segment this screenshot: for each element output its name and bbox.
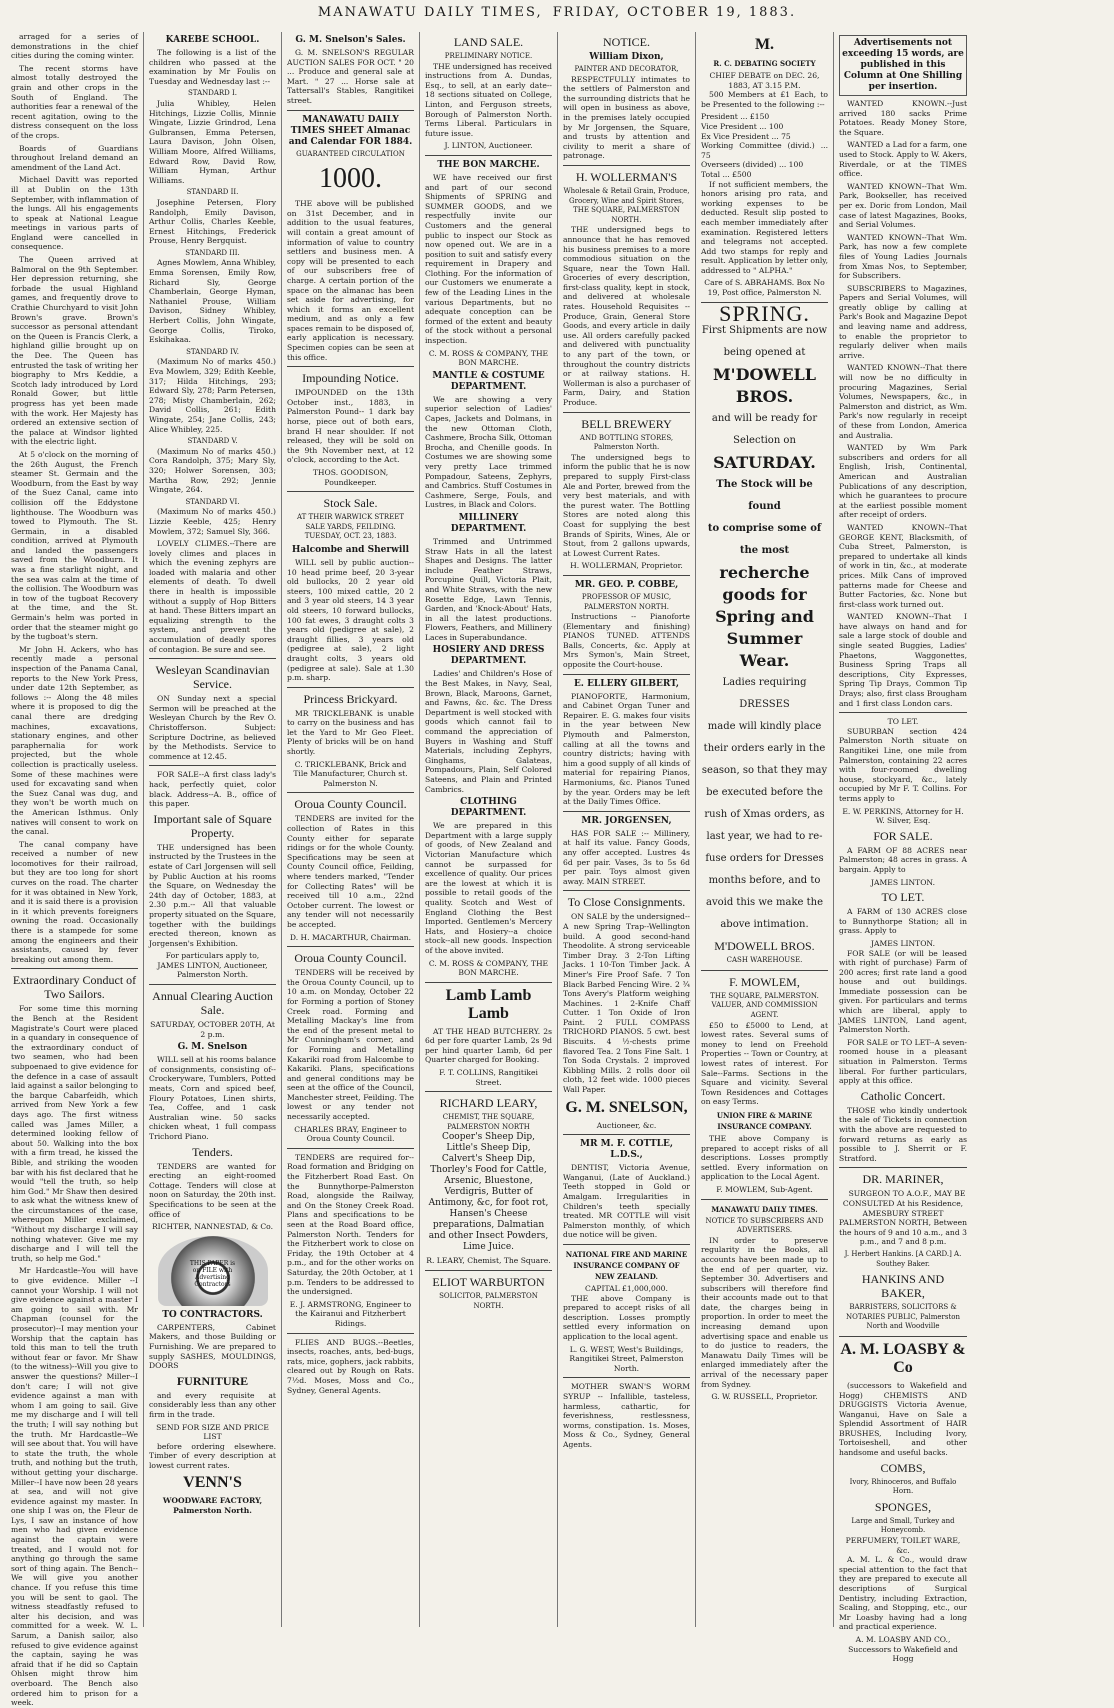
annual-sale-heading: Annual Clearing Auction Sale. (152, 989, 273, 1018)
prize-item: Vice President ... 100 (701, 121, 784, 131)
lamb-heading: Lamb Lamb Lamb (445, 986, 532, 1022)
divider (287, 110, 414, 111)
annual-sale-date: SATURDAY, OCTOBER 20TH, At 2 p.m. (150, 1020, 275, 1039)
wanted-ad: WANTED KNOWN--That Wm. Park, has now a few complete files of Young Ladies Journals from Xmas Nos, to September, for Subscribers. (839, 232, 967, 281)
national-text: THE above Company is prepared to accept risks of all description. Losses promptly settled every information on application to the local agent. (563, 1293, 690, 1341)
ladies-line: their orders early in the (703, 743, 826, 755)
oroua-heading: Oroua County Council. (294, 797, 407, 812)
divider (149, 984, 276, 985)
standard-names: (Maximum No of marks 450.) Cora Randolph, 375; Mary Sly, 320; Holwer Sorensen, 303; Martha Row, 292; Jennie Wingate, 264. (149, 446, 276, 495)
wanted-ad: WANTED KNOWN--That I have always on hand and for sale a large stock of double and single seated Buggies, Ladies' Phaetons, Waggonettes, Business Spring Traps all descriptions, City Expresses, Spring Tip Drays, Common Tip Drays; also, first class Brougham and 1 first class London cars. (839, 612, 967, 708)
mdowell-sub: CASH WAREHOUSE. (726, 956, 803, 965)
flies-ad: FLIES AND BUGS.--Beetles, insects, roaches, ants, bed-bugs, rats, mice, gophers, jack rabbits, cleared out by Rough on Rats. 7½d. Moses, Moss and Co., Sydney, General Agents. (287, 1337, 414, 1395)
divider (563, 1377, 690, 1378)
ladies-line: last year, we had to re- (706, 831, 823, 843)
for-sale-ad: FOR SALE--A first class lady's hack, perfectly quiet, color black. Address--A. B., office of this paper. (149, 770, 276, 809)
impounding-heading: Impounding Notice. (302, 371, 399, 386)
eliot-sub: SOLICITOR, PALMERSTON NORTH. (439, 1292, 538, 1310)
snelson-heading: G. M. Snelson's Sales. (295, 35, 406, 45)
standard-heading: STANDARD III. (185, 248, 240, 257)
article-paragraph: Mr John H. Ackers, who has recently made a personal inspection of the Panama Canal, reports to the New York Press, under date 12th September, as follows :-- Along the 48 miles where it is proposed to dig the canal there are dredging machines, excavations, stationary engines, and other paraphernalia for work projected, but the whole collection is practically useless. Some of these machines were used for excavating sand when the Suez Canal was dug, and they won't be worth much on the American Isthmus. Only natives will consent to work on the canal. (11, 644, 138, 837)
gilbert-heading: E. ELLERY GILBERT, (573, 678, 680, 689)
bon-marche-text: WE have received our first and part of our second Shipments of SPRING and SUMMER GOODS, and we respectfully invite our Customers and the general public to inspect our Stock as now opened out. We are in a position to suit and satisfy every requirement in Drapery and Clothing. For the information of our Customers we enumerate a few of the Leading Lines in the various Departments, but no adequate conception can be formed of the extent and beauty of the stock without a personal inspection. (425, 172, 552, 346)
swan-ad: MOTHER SWAN'S WORM SYRUP -- Infallible, tasteless, harmless, cathartic, for feverishness, restlessness, worms, constipation. 1s. Moses, Moss & Co., Sydney, General Agents. (563, 1382, 690, 1449)
loasby-heading: A. M. LOASBY & Co (840, 1340, 966, 1376)
bon-marche-sign: C. M. ROSS & COMPANY, THE BON MARCHE. (428, 348, 549, 368)
almanac-heading: MANAWATU DAILY TIMES SHEET Almanac and Calendar FOR 1884. (288, 114, 413, 147)
article-paragraph: The canal company have received a number of new locomotives for their railroad, but they are too long for short curves on the road. The charter for it was obtained in New York, and it is said there is a provision in it which prevents foreigners owning the road. Occasionally there is a stampede for some among the engineers and their assistants, caused by fever breaking out among them. (11, 839, 138, 964)
stock-sale-heading: Stock Sale. (323, 496, 378, 511)
column-4 (420, 32, 558, 1627)
chief-text: 500 Members at £1 Each, to be Presented to the following :-- (701, 90, 828, 109)
send-for-text: before ordering elsewhere. Timber of every description at lowest current rates. (149, 1441, 276, 1470)
divider (287, 687, 414, 688)
spring-line: SATURDAY. (713, 453, 816, 473)
standard-heading: STANDARD IV. (186, 347, 239, 356)
divider (563, 674, 690, 675)
land-sale-heading: LAND SALE. (453, 35, 524, 49)
leary-sign: R. LEARY, Chemist, The Square. (426, 1256, 551, 1266)
prize-item: Working Committee (divid.) ... 75 (701, 141, 828, 160)
important-sale-heading: Important sale of Square Property. (153, 811, 272, 840)
divider (839, 712, 967, 713)
standard-heading: STANDARD I. (187, 89, 238, 98)
dixon-sub: PAINTER AND DECORATOR, (574, 65, 679, 73)
divider (563, 890, 690, 891)
clothing-heading: CLOTHING DEPARTMENT. (450, 797, 527, 819)
divider (425, 982, 552, 983)
bell-brewery-sub: AND BOTTLING STORES, Palmerston North. (579, 433, 674, 452)
guaranteed-label: GUARANTEED CIRCULATION (296, 149, 405, 158)
snelson-text: G. M. SNELSON'S REGULAR AUCTION SALES FOR OCT. " 20 ... Produce and general sale at Mart. " 27 ... Horse sale at Tattersall's Stables, Rangitikei street. (287, 48, 414, 105)
standard-heading: STANDARD VI. (185, 497, 240, 506)
concert-text: THOSE who kindly undertook the sale of Tickets in connection with the above are requested to forward returns as early as possible to J. Sherrit or F. Stratford. (839, 1105, 967, 1163)
spring-heading: SPRING. (719, 300, 810, 326)
ladies-line: season, so that they may (701, 765, 828, 777)
land-sale-text: THE undersigned has received instructions from A. Dundas, Esq., to sell, at an early date-- 18 sections situated on College, Linton, and Ferguson streets, Borough of Palmerston North. Terms Liberal. Particulars in future issue. (425, 61, 552, 138)
debating-heading: R. C. DEBATING SOCIETY (713, 59, 816, 68)
paper-name: MANAWATU DAILY TIMES, (317, 5, 543, 20)
cobbe-heading: MR. GEO. P. COBBE, (574, 579, 679, 590)
combs-heading: COMBS, (880, 1460, 926, 1475)
divider (11, 968, 138, 969)
divider (149, 765, 276, 766)
spring-line: Spring and Summer (715, 607, 814, 649)
leary-heading: RICHARD LEARY, (439, 1096, 538, 1111)
divider (563, 412, 690, 413)
for-sale-house-ad: FOR SALE or TO LET--A seven-roomed house in a pleasant situation in Palmerston. Terms liberal. For further particulars, apply at this office. (839, 1037, 967, 1086)
article-heading: Extraordinary Conduct of Two Sailors. (12, 973, 137, 1002)
impounding-text: IMPOUNDED on the 13th October inst., 1883, in Palmerston Pound-- 1 dark bay horse, piece out of both ears, brand H near shoulder. If not released, they will be sold on the 9th November next, at 12 o'clock, according to the Act. (287, 388, 414, 465)
leary-items: Cooper's Sheep Dip, Little's Sheep Dip, Calvert's Sheep Dip, Thorley's Food for Cattle, Arsenic, Bluestone, Verdigris, Butter of Antimony, &c, for foot rot, Hansen's Cheese preparations, Dalmatian and other Insect Powders, Lime Juice. (428, 1132, 549, 1253)
prize-list (701, 112, 828, 179)
spring-line: M'DOWELL BROS. (712, 365, 817, 407)
masthead (0, 0, 1114, 30)
annual-sale-firm: G. M. Snelson (177, 1042, 248, 1053)
prize-item: Overseers (divided) ... 100 (701, 160, 804, 170)
mariner-heading: DR. MARINER, (862, 1172, 944, 1187)
divider (425, 1270, 552, 1271)
furniture-heading: FURNITURE (176, 1373, 249, 1388)
divider (287, 1148, 414, 1149)
wanted-ad: WANTED a Lad for a farm, one used to Stock. Apply to W. Akers, Riverdale, or at the TIMES office. (839, 140, 967, 179)
divider (839, 1336, 967, 1337)
ads-column-heading: Advertisements not exceeding 15 words, are published in this Column at One Shilling per insertion. (839, 35, 967, 96)
ladies-line: be executed before the (706, 787, 823, 799)
mdowell-heading: M'DOWELL BROS. (714, 939, 815, 954)
tenders-road-sign: E. J. ARMSTRONG, Engineer to the Kairanui and Fitzherbert Ridings. (289, 1299, 412, 1328)
contractors-text: CARPENTERS, Cabinet Makers, and those Building or Furnishing. We are prepared to supply SASHES, MOULDINGS, DOORS (149, 1322, 276, 1371)
halcombe-text: WILL sell by public auction-- 10 head prime beef, 20 3-year old bullocks, 20 2 year old steers, 100 mixed cattle, 20 2 and 3 year old steers, 14 3 year old steers, 10 forward bullocks, 100 fat ewes, 3 draught colts 3 years old (pedigree at sale), 2 draught fillies, 3 years old (pedigree at sale), 2 light draught colts, 3 years old (pedigree at sale). Sale at 1.30 p.m. sharp. (287, 557, 414, 683)
wanted-ad: WANTED by Wm Park subscribers and orders for all English, Irish, Continental, American and Australian Publications of any description, which he guarantees to procure at the earliest possible moment after receipt of orders. (839, 443, 967, 520)
wollerman-heading: H. WOLLERMAN'S (575, 169, 678, 184)
advertising-emblem-illustration (158, 1236, 268, 1306)
hankins-heading: HANKINS AND BAKER, (861, 1272, 945, 1301)
tenders-text: TENDERS are wanted for erecting an eight-roomed Cottage. Tenders will close at noon on Saturday, the 20th inst. Specifications to be seen at the office of (149, 1161, 276, 1219)
loasby-text-2: A. M. L. & Co., would draw special attention to the fact that they are prepared to execute all descriptions of Surgical Dentistry, including Extraction, Scaling, and Stopping, etc., our Mr Loasby having had a long and practical experience. (839, 1555, 967, 1632)
tenders-road-text: TENDERS are required for-- Road formation and Bridging on the Fitzherbert Road East. On the Bunnythorpe-Palmerston Road, alongside the Railway, and On the Stoney Creek Road. Plans and specifications to be seen at the Road Board office, Palmerston North. Tenders for the Fitzherbert work to close on Friday, the 19th October at 4 p.m., and for the other works on Saturday, the 20th October, at 1 p.m. Tenders to be addressed to the undersigned. (287, 1152, 414, 1297)
ladies-line: rush of Xmas orders, as (704, 809, 825, 821)
divider (839, 1167, 967, 1168)
prize-item: President ... £150 (701, 112, 770, 122)
debating-text: If not sufficient members, the honors arising pro rata, and working expenses to be deducted. Result slip posted to each member immediately after examination. Registered letters and telegrams not accepted. Add two stamps for reply and result. Application by letter only, addressed to " ALPHA." (701, 179, 828, 275)
dixon-text: RESPECTFULLY intimates to the settlers of Palmerston and the surrounding districts that he will open in business as above, in the premises lately occupied by Mr Jorgensen, the Square, and trusts by attention and civility to merit a share of patronage. (563, 74, 690, 161)
lamb-sign: F. T. COLLINS, Rangitikei Street. (439, 1068, 538, 1087)
mowlem-title: VALUER, AND COMMISSION AGENT. (711, 1001, 818, 1020)
almanac-text: THE above will be published on 31st December, and in addition to the usual features, will contain a great amount of information of value to country settlers and business men. A copy will be presented to each of our subscribers free of charge. A certain portion of the space on the almanac has been set aside for advertising, for which it forms an excellent medium, and as only a few spaces remain to be disposed of, early application is necessary. Specimen copies can be seen at this office. (287, 199, 414, 362)
cobbe-sub: PROFESSOR OF MUSIC, PALMERSTON NORTH. (581, 592, 672, 611)
mdt-notice-heading: MANAWATU DAILY TIMES. (711, 1204, 818, 1214)
wanted-ad: WANTED KNOWN.--Just arrived 180 sacks Prime Potatoes. Ready Money Store, the Square. (839, 99, 967, 137)
divider (287, 491, 414, 492)
hosiery-text: Ladies' and Children's Hose of the Best Makes, in Navy, Seal, Brown, Black, Maroons, Garnet, and Fawns, &c. &c. The Dress Department is well stocked with goods which cannot fail to command the appreciation of Buyers in Washing and Stuff Materials, including Zephyrs, Ginghams, Galateas, Pompadours, Plain, Self Colored Sateens, and Plain and Printed Cambrics. (425, 669, 552, 794)
cobbe-text: Instructions -- Pianoforte (Elementary and finishing) PIANOS TUNED. ATTENDS Balls, Concerts, &c. Apply at Mrs Symon's, Main Street, opposite the Court-house. (563, 612, 690, 670)
cottle-heading: MR M. F. COTTLE, L.D.S., (580, 1139, 673, 1161)
combs-text: Ivory, Rhinoceros, and Buffalo Horn. (849, 1477, 957, 1496)
standard-heading: STANDARD V. (187, 437, 238, 446)
to-let-heading: TO LET. (881, 890, 925, 905)
article-paragraph: For some time this morning the Bench at the Resident Magistrate's Court were placed in a quandary in consequence of the extraordinary conduct of two seamen, who had been subpoenaed to give evidence for the defence in a case of assault laid against a sailor belonging to the barque Cabarfeidh, which arrived from New York a few days ago. The first witness called was James Miller, a determined looking fellow of about 50. Walking into the box with a firm tread, he kissed the Bible, and striking the wooden bar with his fist declared that he would "tell the truth, so help him God." Mr Shaw then desired to ask what the witness knew of the circumstances of the case, whereupon Miller exclaimed, "Without my discharge I will say nothing whatever. Give me my discharge and I will tell the truth, so help me God." (11, 1004, 138, 1263)
venns-sub: WOODWARE FACTORY, Palmerston North. (162, 1496, 263, 1516)
ladies-line: above intimation. (720, 919, 809, 931)
mowlem-sub: THE SQUARE, PALMERSTON. (710, 991, 819, 1000)
clothing-text: We are prepared in this Department with a large supply of goods, of New Zealand and Victorian Manufacture which cannot be surpassed for excellence of quality. Our prices are the lowest at which it is possible to retail goods of the quality. Scotch and West of England Clothing the Best Imported. Gentlemen's Mercery Hats, and Hosiery--a choice stock--all new goods. Inspection of the above invited. (425, 821, 552, 955)
jorgensen-heading: MR. JORGENSEN, (581, 815, 672, 826)
divider (563, 165, 690, 166)
oroua-sign: D. H. MACARTHUR, Chairman. (289, 932, 412, 942)
mowlem-heading: F. MOWLEM, (729, 974, 800, 989)
circulation-figure: 1000. (319, 163, 382, 195)
divider (563, 575, 690, 576)
lovely-climes-ad: LOVELY CLIMES.--There are lovely climes and places in which the evening zephyrs are loaded with malaria and other elements of death. To dwell there in health is impossible without a supply of Hop Bitters at hand. These Bitters impart an equalizing strength to the system, and prevent the accumulation of deadly spores of contagion. Be sure and see. (149, 539, 276, 654)
spring-line: recherche goods for (719, 563, 810, 605)
divider (287, 946, 414, 947)
mdt-notice-sub: NOTICE TO SUBSCRIBERS AND ADVERTISERS. (705, 1216, 824, 1235)
hosiery-heading: HOSIERY AND DRESS DEPARTMENT. (432, 645, 545, 667)
stock-sale-text: AT THEIR WARWICK STREET SALE YARDS, FEILDING. TUESDAY, OCT. 23, 1883. (296, 513, 405, 541)
column-2 (144, 32, 282, 1627)
land-sale-sign: J. LINTON, Auctioneer. (444, 141, 533, 151)
divider (563, 811, 690, 812)
issue-date: FRIDAY, OCTOBER 19, 1883. (552, 5, 797, 20)
wanted-ad: WANTED KNOWN--That there will now be no difficulty in procuring Magazines, Serial Volumes, Newspapers, &c., in Palmerston and district, as Wm. Park's now regularly in receipt of these from London, America and Australia. (839, 363, 967, 440)
ladies-line: months before, and to (708, 875, 821, 887)
oroua-heading: Oroua County Council. (294, 951, 407, 966)
bon-marche-heading: THE BON MARCHE. (437, 159, 540, 170)
close-consignments-sign: G. M. SNELSON, (565, 1098, 688, 1116)
loasby-text: (successors to Wakefield and Hogg) CHEMISTS AND DRUGGISTS Victoria Avenue, Wanganui, Have on Sale a Splendid Assortment of HAIR BRUSHES, Including Ivory, Tortoiseshell, and other handsome and useful backs. (839, 1380, 967, 1458)
oroua-text: TENDERS will be received by the Oroua County Council, up to 10 a.m. on Monday, October 22 for Forming a portion of Stoney Creek road. Forming and Metalling Mackay's line from the end of the present metal to Mr Cunningham's corner, and for Forming and Metalling Kakariki road from Halcombe to Kakariki. Plans, specifications and general conditions may be seen at the office of the Council, Manchester street, Feilding. The lowest or any tender not necessarily accepted. (287, 968, 414, 1122)
divider (701, 1199, 828, 1200)
dixon-name: William Dixon, (589, 52, 664, 62)
important-sale-sign: JAMES LINTON, Auctioneer, Palmerston North. (157, 960, 268, 980)
millinery-heading: MILLINERY DEPARTMENT. (450, 512, 527, 534)
column-3 (282, 32, 420, 1627)
column-5 (558, 32, 696, 1627)
furniture-text: and every requisite at considerably less than any other firm in the trade. (149, 1390, 276, 1419)
hankins-text: BARRISTERS, SOLICITORS & NOTARIES PUBLIC, Palmerston North and Woodville (845, 1303, 961, 1331)
divider (287, 366, 414, 367)
spring-line: First Shipments are now being opened at (701, 325, 828, 359)
for-sale-heading: FOR SALE. (873, 828, 933, 843)
school-intro: The following is a list of the children who passed at the examination by Mr Foulis on Tuesday and Wednesday last :-- (149, 48, 276, 86)
debating-sign: Care of S. ABRAHAMS. Box No 19, Post office, Palmerston N. (704, 278, 825, 298)
divider (701, 970, 828, 971)
spring-line: to comprise some of the most (707, 523, 822, 557)
eliot-heading: ELIOT WARBURTON (432, 1275, 545, 1290)
newspaper-columns (6, 32, 1108, 1708)
to-let-sign: JAMES LINTON. (870, 938, 935, 948)
send-for-heading: SEND FOR SIZE AND PRICE LIST (156, 1422, 269, 1442)
school-heading: KAREBE SCHOOL. (165, 35, 260, 45)
column-1 (6, 32, 144, 1708)
union-sign: F. MOWLEM, Sub-Agent. (716, 1184, 813, 1194)
divider (287, 792, 414, 793)
national-capital: CAPITAL £1,000,000. (585, 1283, 668, 1293)
divider (563, 1134, 690, 1135)
article-paragraph: Boards of Guardians throughout Ireland demand an amendment of the Land Act. (11, 143, 138, 172)
ladies-line: Ladies requiring DRESSES (722, 677, 807, 711)
clothing-sign: C. M. ROSS & COMPANY, THE BON MARCHE. (428, 958, 549, 978)
oroua-sign: CHARLES BRAY, Engineer to Oroua County Council. (294, 1124, 407, 1144)
oroua-text: TENDERS are invited for the collection of Rates in this County either for separate ridings or for the whole County. Specifications may be seen at County Council office, Feilding, where tenders marked, "Tender for Collecting Rates" will be received till 10 a.m., 22nd October current. The lowest or any tender will not necessarily be accepted. (287, 814, 414, 929)
mantle-heading: MANTLE & COSTUME DEPARTMENT. (432, 370, 545, 392)
land-sale-sub: PRELIMINARY NOTICE. (444, 52, 533, 60)
annual-sale-text: WILL sell at his rooms balance of consignments, consisting of-- Crockeryware, Tumblers, Potted meats, Corn and spiced beef, Floury Potatoes, Linen shirts, Tea, Coffee, and 1 cask Australian wine. 50 sacks chicken wheat, 1 full compass Trichord Piano. (149, 1055, 276, 1141)
sponges-heading: SPONGES, (874, 1499, 932, 1514)
venns-heading: VENN'S (183, 1474, 242, 1492)
mowlem-text: £50 to £5000 to Lend, at lowest rates. Several sums of money to lend on Freehold Properties -- Town or Country, at lowest rates of interest. For Sale--Farms. Sections in the Square and vicinity. Several Town Residences and Cottages on easy Terms. (701, 1020, 828, 1107)
cottle-text: DENTIST, Victoria Avenue, Wanganui, (Late of Auckland.) Teeth stopped in Gold or Amalgam. Irregularities in Children's teeth specially treated. MR COTTLE will visit Palmerston monthly, of which due notice will be given. (563, 1163, 690, 1240)
for-sale-text: A FARM OF 88 ACRES near Palmerston; 48 acres in grass. A bargain. Apply to (839, 845, 967, 874)
mantle-text: We are showing a very superior selection of Ladies' Capes, Jackets and Dolmans, in the new Ottoman Cloth, Cashmere, Brocha Silk, Ottoman Brocha, and Chenille goods. In Costumes we are showing some very pretty Lace trimmed Pompadour, Sateens, Zephyrs, and Cambrics. Stuff Costumes in Cashmere, Serge, Fouls, and Lustres, in Black and Colors. (425, 394, 552, 510)
chief-debate: CHIEF DEBATE on DEC. 26, 1883, AT 3.15 P.M. (709, 71, 820, 90)
to-let-text: SUBURBAN section 424 Palmerston North situate on Rangitikei Line, one mile from Palmerston, containing 22 acres with four-roomed dwelling house, stockyard, &c., lately occupied by Mr F. T. Collins. For terms apply to (839, 726, 967, 803)
mariner-text: SURGEON TO A.O.F., MAY BE CONSULTED At his Residence, AMESBURY STREET PALMERSTON NORTH, Between the hours of 9 and 10 a.m., and 3 p.m., and 7 and 8 p.m. (839, 1189, 967, 1247)
mdt-notice-text: IN order to preserve regularity in the Books, all accounts have been made up to the end of per quarter, viz. September 30. Advertisers and subscribers will therefore find their accounts made out to that date, the charges being in proportion. In order to meet the increasing demand upon advertising space and enable us to do justice to readers, the Manawatu Daily Times will be enlarged immediately after the arrival of the necessary paper from Sydney. (701, 1235, 828, 1389)
divider (425, 155, 552, 156)
union-heading: UNION FIRE & MARINE INSURANCE COMPANY. (716, 1110, 813, 1131)
tenders-heading: Tenders. (192, 1144, 233, 1159)
national-heading: NATIONAL FIRE AND MARINE INSURANCE COMPANY OF NEW ZEALAND. (565, 1249, 688, 1281)
lamb-text: AT THE HEAD BUTCHERY. 2s 6d per fore quarter Lamb, 2s 9d per hind quarter Lamb, 6d per Quarter charged for Booking. (425, 1026, 552, 1065)
important-sale-text: THE undersigned has been instructed by the Trustees in the estate of Carl Jorgensen will sell by Public Auction at his rooms the Square, on Wednesday the 24th day of October, 1883, at 2.30 p.m.-- All that valuable property situated on the Square, together with the buildings erected thereon, known as Jorgensen's Exhibition. (149, 842, 276, 948)
contractors-heading: TO CONTRACTORS. (162, 1309, 263, 1320)
standard-names: Julia Whibley, Helen Hitchings, Lizzie Collis, Minnie Wingate, Lizzie Grindrod, Lena Gulbransen, Emma Petersen, Laura Davison, John Olsen, William Moore, Alfred Williams, Edward Row, David Row, William Hyman, Arthur Williams. (149, 98, 276, 185)
union-text: THE above Company is prepared to accept risks of all descriptions. Losses promptly settled. Every information on application to the Local Agent. (701, 1133, 828, 1182)
article-paragraph: Michael Davitt was reported ill at Dublin on the 13th September, with inflammation of the lungs. All his engagements to speak at National League meetings in various parts of England were cancelled in consequence. (11, 175, 138, 252)
article-paragraph: Mr Hardcastle--You will have to give evidence. Miller --I cannot your Worship. I will not give evidence against a master I am going to sail with. Mr Chapman (counsel for the prosecutor)--I may mention your Worship that the captain has told this man to tell the truth without fear or favor. Mr Shaw (to the witness)--Will you give to answer the questions? Miller--I don't care; I will not give evidence against a man with whom I am going to sail. Give me my discharge and I will tell the truth; I will say nothing but the truth. Mr Hardcastle--We will see about that. You will have to state the truth, the whole truth, and nothing but the truth, without getting your discharge. Miller--I have now been 28 years at sea, and will not give evidence against my master. In one ship I was on, the Fleur de Lys, I saw an instance of how men who had given evidence against the captain were treated, and I would not for anything go through the same sort of thing again. The Bench--We will give you another chance. If you refuse this time you will be sent to gaol. The witness steadfastly refused to alter his decision, and was committed for a week. W. L. Sarum, a Danish sailor, also refused to give evidence against the captain, saying he was afraid that if he did so Captain Ohlsen might throw him overboard. The Bench also ordered him to prison for a week. (11, 1266, 138, 1708)
standard-names: Josephine Petersen, Flory Randolph, Emily Davison, Arthur Collis, Charles Keeble, Ernest Hitchings, Frederick Prouse, Henry Bergquist. (149, 197, 276, 246)
divider (425, 1091, 552, 1092)
ladies-line: avoid this we make the (705, 897, 823, 909)
wollerman-sub: Wholesale & Retail Grain, Produce, Grocery, Wine and Spirit Stores, THE SQUARE, PALMERSTON NORTH. (563, 186, 690, 224)
column-7 (834, 32, 972, 1664)
emblem-text: THIS PAPER is on FILE with Advertising Contractors (189, 1259, 236, 1288)
standard-heading: STANDARD II. (186, 188, 239, 197)
spring-line: The Stock will be found (716, 479, 813, 513)
close-consignments-heading: To Close Consignments. (567, 895, 686, 910)
wollerman-text: THE undersigned begs to announce that he has removed his business premises to a more commodious situation on the Square, near the Town Hall. Groceries of every description, first-class quality, kept in stock, and delivered at wholesale rates. Household Requisites -- Produce, Grain, General Store Goods, and every article in daily use. All orders carefully packed and delivered with punctuality to any part of the town, or throughout the country districts or at railway stations. H. Wollerman is also a purchaser of Farm, Dairy, and Station Produce. (563, 225, 690, 407)
for-sale-farm-ad: FOR SALE (or will be leased with right of purchase) Farm of 200 acres; first rate land a good house and out buildings. Immediate possession can be given. For particulars and terms which are liberal, apply to JAMES LINTON, Land agent, Palmerston North. (839, 948, 967, 1035)
notice-heading: NOTICE. (603, 35, 650, 49)
concert-heading: Catholic Concert. (860, 1088, 946, 1103)
prize-item: Total ... £500 (701, 169, 752, 179)
leary-sub: CHEMIST, THE SQUARE, PALMERSTON NORTH (442, 1113, 535, 1131)
wanted-ad: WANTED KNOWN--That Wm. Park, Bookseller, has received per ex. Doric from London, Mail case of latest Magazines, Books, and Serial Volumes. (839, 181, 967, 230)
impounding-sign: THOS. GOODISON, Poundkeeper. (312, 468, 389, 487)
standard-names: (Maximum No of marks 450.) Lizzie Keeble, 425; Henry Mowlem, 372; Samuel Sly, 366. (149, 507, 276, 536)
mdt-notice-sign: G. W. RUSSELL, Proprietor. (711, 1392, 818, 1402)
jorgensen-text: HAS FOR SALE :-- Millinery, at half its value. Fancy Goods, any offer accepted. Lustres 4s 6d per pair. Vases, 3s to 5s 6d per pair. Toys almost given away. MAIN STREET. (563, 828, 690, 886)
for-sale-sign: JAMES LINTON. (870, 877, 935, 887)
hankins-names: J. Herbert Hankins. [A CARD.] A. Southey Baker. (844, 1249, 962, 1268)
divider (149, 658, 276, 659)
to-let-heading: TO LET. (887, 717, 919, 727)
divider (563, 1244, 690, 1245)
subscribers-ad: SUBSCRIBERS to Magazines, Papers and Serial Volumes, will greatly oblige by calling at Park's Book and Magazine Depot and leaving name and address, to enable the proprietor to regularly deliver when mails arrive. (839, 283, 967, 360)
ladies-line: made will kindly place (707, 721, 822, 733)
princess-text: MR TRICKLEBANK is unable to carry on the business and has let the Yard to Mr Geo Fleet. Plenty of bricks will be on hand shortly. (287, 708, 414, 757)
standard-names: (Maximum No of marks 450.) Eva Mowlem, 329; Edith Keeble, 317; Hilda Hitchings, 293; Edward Sly, 278; Parm Petersen, 278; Misty Chamberlain, 262; David Collis, 261; Edith Wingate, 254; Jane Collis, 243; Alice Whibley, 225. (149, 357, 276, 434)
spring-line: and will be ready for (711, 413, 818, 425)
to-let-sign: E. W. PERKINS, Attorney for H. W. Silver, Esq. (842, 806, 964, 826)
halcombe-heading: Halcombe and Sherwill (291, 544, 410, 555)
bell-brewery-heading: BELL BREWERY (581, 416, 672, 431)
column-6 (696, 32, 834, 1627)
loasby-sign: A. M. LOASBY AND CO., Successors to Wakefield and Hogg (848, 1634, 958, 1664)
wesleyan-heading: Wesleyan Scandinavian Service. (155, 663, 270, 692)
standard-names: Agnes Mowlem, Anna Whibley, Emma Sorensen, Emily Row, Richard Sly, George Chamberlain, George Hyman, Nathaniel Prouse, William Davison, Sidney Whibley, Herbert Collis, John Wingate, George Collis, Tiroko, Eskihakaa. (149, 258, 276, 345)
article-paragraph: arraged for a series of demonstrations in the chief cities during the coming winter. (11, 32, 138, 61)
bell-brewery-sign: H. WOLLERMAN, Proprietor. (570, 561, 683, 571)
princess-heading: Princess Brickyard. (303, 691, 398, 706)
wanted-ad: WANTED KNOWN--That GEORGE KENT, Blacksmith, of Cuba Street, Palmerston, is prepared to undertake all kinds of work in tin, &c., at moderate prices. Milk Cans of improved patterns made for Cheese and Butter Factories, &c. None but first-class work turned out. (839, 522, 967, 609)
wesleyan-text: ON Sunday next a special Sermon will be preached at the Wesleyan Church by the Rev O. Christofferson. Subject: Scripture Doctrine, as believed by the Methodists. Service to commence at 12.45. (149, 694, 276, 761)
bell-brewery-text: The undersigned begs to inform the public that he is now prepared to supply First-class Ale and Porter, brewed from the very best materials, and with the purest water. The Bottling Stores are noted along this Coast for supplying the best Brands of Spirits, Wines, Ale or Stout, from 2 gallons upwards, at Lowest Current Rates. (563, 452, 690, 558)
article-paragraph: At 5 o'clock on the morning of the 26th August, the French steamer St. Germain and the Woodburn, from the East by way of the Suez Canal, came into collision off the Eddystone lighthouse. The Woodburn was towed to Plymouth. The St. Germain, in a disabled condition, arrived at Plymouth and landed the passengers saved from the Woodburn. It was a fine starlight night, and the sea was calm at the time of the collision. The Woodburn was in tow of the tugboat Recovery at the time, and the St. Germain's helm was ported in order that the steamer might go by the tugboat's stern. (11, 449, 138, 642)
princess-sign: C. TRICKLEBANK, Brick and Tile Manufacturer, Church st. Palmerston N. (293, 759, 408, 788)
spring-line: Selection on (733, 435, 796, 447)
national-sign: L. G. WEST, West's Buildings, Rangitikei Street, Palmerston North. (569, 1344, 684, 1373)
spring-line: Wear. (739, 651, 790, 671)
prize-item: Ex Vice President ... 75 (701, 131, 791, 141)
important-sale-particulars: For particulars apply to, (165, 951, 260, 961)
close-consignments-text: ON SALE by the undersigned-- A new Spring Trap--Wellington build. A good second-hand Theodolite. A strong serviceable Timber Dray. 3 2-Ton Lifting Jacks. 1 10-Ton Timber Jack. A Miner's Fire Proof Safe. 7 Ton Black Barbed Fencing Wire. 2 ¾ Tons Avery's Platform weighing Machines. 1 2-Knife Chaff Cutter. 1 Ton Oxide of Iron Paint. 2 FULL COMPASS TRICHORD PIANOS. 5 cwt. best Biscuits. 4 ½-chests prime flavored Tea. 2 Tons Fine Salt. 1 Ton Soda Crystals. 2 improved Kibbling Mills. 2 rolls door oil cloth, 12 feet wide. 1000 pieces Wall Paper. (563, 912, 690, 1095)
debating-initial: M. (754, 36, 775, 53)
tenders-sign: RICHTER, NANNESTAD, & Co. (151, 1222, 274, 1232)
article-paragraph: The recent storms have almost totally destroyed the grain and other crops in the South of England. The authorities fear a renewal of the recent agitation, owing to the distress consequent on the loss of the crops. (11, 63, 138, 140)
gilbert-text: PIANOFORTE, Harmonium, and Cabinet Organ Tuner and Repairer. E. G. makes four visits in the year between New Plymouth and Palmerston, calling at all the towns and country districts; having with him a good supply of all kinds of material for repairing Pianos, Harmoniums, &c. Pianos Tuned by the year. Orders may be left at the Daily Times Office. (563, 691, 690, 807)
divider (287, 1333, 414, 1334)
ladies-line: fuse orders for Dresses (705, 853, 824, 865)
millinery-text: Trimmed and Untrimmed Straw Hats in all the latest Shapes and Designs. The latter include Feather Straws, Porcupine Quill, Victoria Plait, and White Straws, with the new Rosette Edge, Lawn Tennis, Garden, and 'Knock-About' Hats, in all the latest productions. Flowers, Feathers, and Millinery Laces in Superabundance. (425, 536, 552, 642)
article-paragraph: The Queen arrived at Balmoral on the 9th September. Her depression returning, she forbade the usual Highland games, and frequently drove to Crathie Churchyard to visit John Brown's grave. Brown's successor as personal attendant on the Queen is Francis Clerk, a highland gillie brought up on the Dee. The Queen has entrusted the task of writing her biography to Mrs Keddie, a Scotch lady introduced by Lord Ronald Gower, but little progress has yet been made with the work. Her Majesty has ordered an extensive section of the palace at Windsor lighted with the electric light. (11, 255, 138, 447)
perfumery-heading: PERFUMERY, TOILET WARE, &c. (845, 1536, 961, 1555)
to-let-text: A FARM of 130 ACRES close to Bunnythorpe Station; all in grass. Apply to (839, 907, 967, 936)
sponges-text: Large and Small, Turkey and Honeycomb. (851, 1516, 955, 1535)
close-consignments-sign2: Auctioneer, &c. (596, 1120, 657, 1130)
